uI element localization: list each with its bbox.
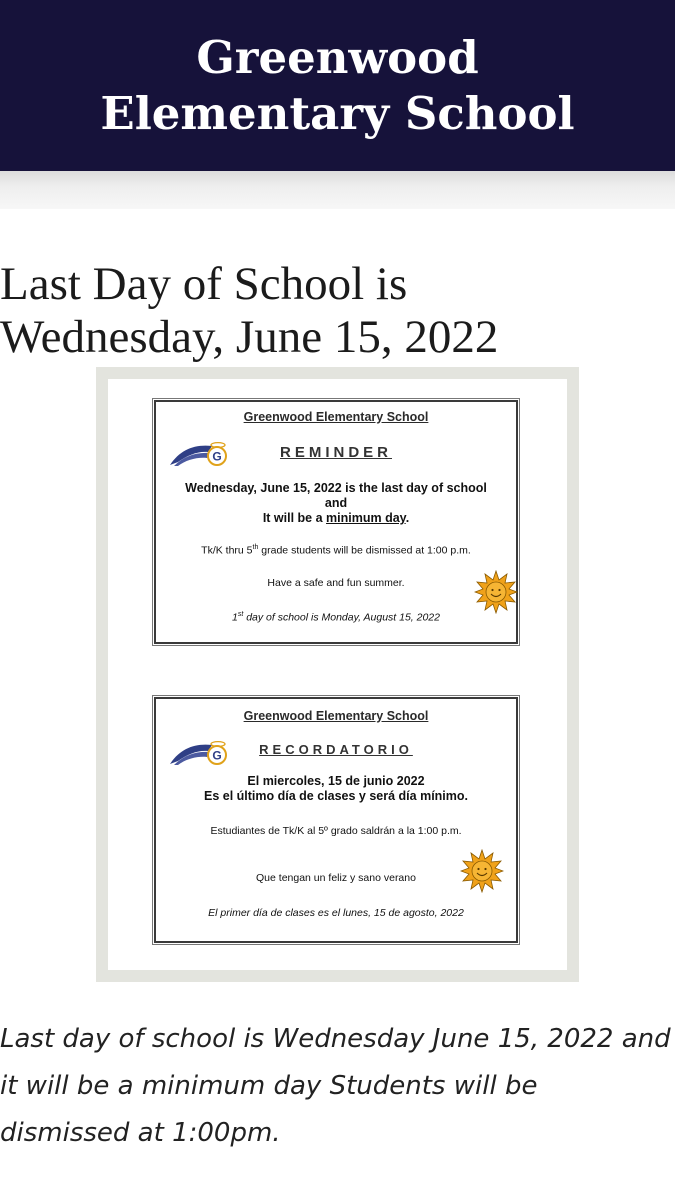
notice-last-day-line: Es el último día de clases y será día mínimo. — [204, 789, 468, 803]
svg-text:G: G — [212, 449, 222, 464]
notice-wish-line: Have a safe and fun summer. — [267, 577, 405, 589]
dismissal-prefix: Tk/K thru 5 — [201, 544, 253, 557]
flyer-sheet — [108, 379, 567, 970]
notice-first-day-line: El primer día de clases es el lunes, 15 de agosto, 2022 — [208, 907, 464, 919]
dismissal-sup: th — [252, 544, 259, 551]
post-caption: Last day of school is Wednesday June 15, 2022 and it will be a minimum day Students will be dismissed at 1:00pm. — [0, 1024, 671, 1148]
notice-date-line: El miercoles, 15 de junio 2022 — [247, 774, 425, 788]
notice-dismissal-line: Estudiantes de Tk/K al 5º grado saldrán a la 1:00 p.m. — [210, 825, 462, 837]
notice-date-line: Wednesday, June 15, 2022 is the last day of school — [185, 481, 487, 495]
dismissal-suffix: grade students will be dismissed at 1:00 p.m. — [258, 544, 471, 557]
header-divider-band — [0, 171, 675, 209]
notice-and-line: and — [324, 496, 348, 510]
first-day-prefix: 1 — [231, 611, 238, 624]
site-title-line1: Greenwood — [196, 30, 479, 84]
minimum-day-prefix: It will be a — [262, 511, 327, 525]
sun-icon — [474, 570, 518, 614]
minimum-day-emphasis: minimum day — [326, 511, 406, 525]
sun-icon — [460, 849, 504, 893]
minimum-day-suffix: . — [405, 511, 410, 525]
notice-heading: RECORDATORIO — [259, 742, 413, 757]
notice-heading: REMINDER — [279, 444, 392, 461]
reminder-notice-spanish — [154, 697, 518, 943]
svg-text:G: G — [212, 748, 222, 763]
site-title-line2: Elementary School — [100, 86, 575, 140]
notice-dismissal-line — [156, 544, 516, 557]
site-title[interactable] — [100, 30, 574, 142]
reminder-notice-english — [154, 400, 518, 644]
notice-first-day-line — [156, 611, 516, 624]
flyer-image[interactable] — [96, 367, 579, 982]
notice-school-name: Greenwood Elementary School — [243, 410, 429, 424]
first-day-sup: st — [237, 611, 244, 618]
post-title-line2: Wednesday, June 15, 2022 — [0, 311, 499, 363]
notice-school-name: Greenwood Elementary School — [243, 709, 429, 723]
first-day-suffix: day of school is Monday, August 15, 2022 — [243, 611, 440, 624]
notice-wish-line: Que tengan un feliz y sano verano — [256, 872, 416, 884]
post-title-line1: Last Day of School is — [0, 258, 408, 310]
site-header — [0, 0, 675, 171]
notice-minimum-day-line — [156, 511, 516, 525]
post-title — [0, 258, 675, 364]
